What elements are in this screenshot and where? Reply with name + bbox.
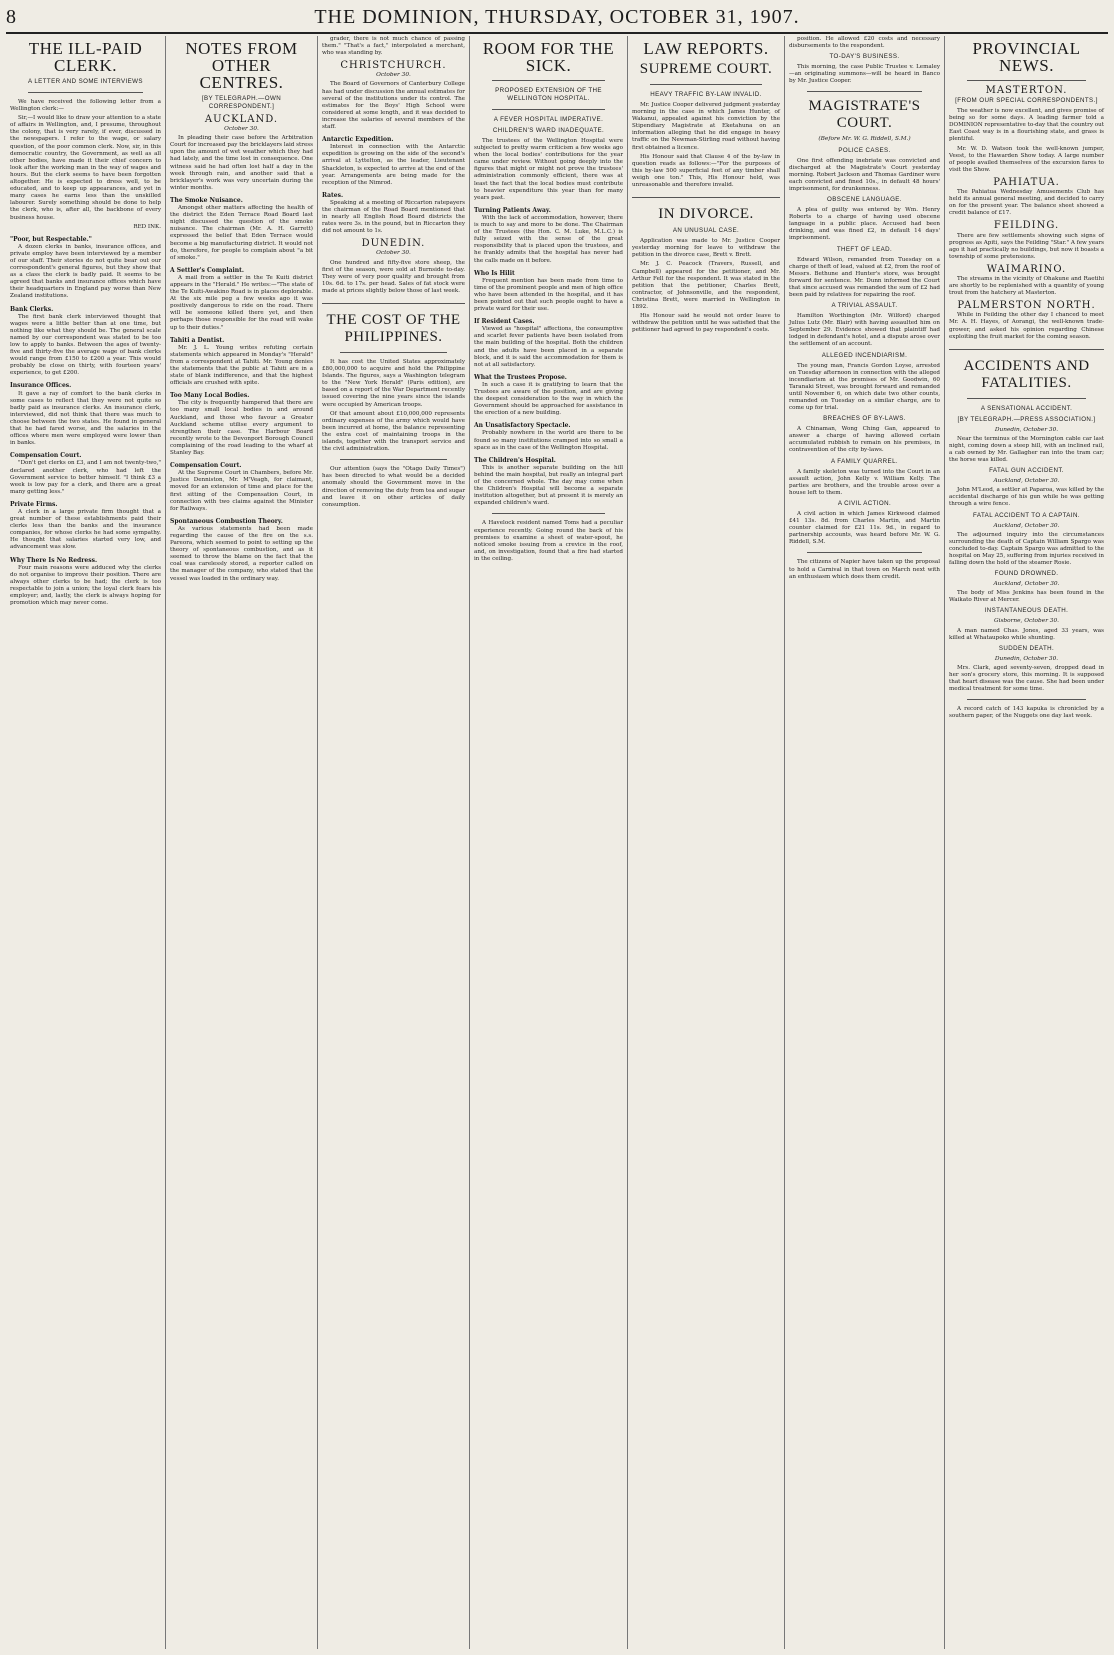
magistrate-name: (Before Mr. W. G. Riddell, S.M.) [818, 136, 911, 143]
divider [492, 513, 605, 514]
section-heading: Antarctic Expedition. [322, 136, 394, 144]
divider [807, 552, 922, 553]
article-paragraph: The adjourned inquiry into the circumstances surrounding the death of Captain William Spargo was concluded to-day. Captain Spargo was admitted to the hospital on May 25, suffering from injuries received in falling down the hold of the steamer Rosie. [949, 531, 1104, 567]
section-heading: FOUND DROWNED. [994, 570, 1059, 578]
article-paragraph: There are few settlements showing such signs of progress as Apiti, says the Feilding "Star." A few years ago it had practically no buildings, but now it boasts a township of some pretensions. [949, 232, 1104, 260]
divider [632, 197, 780, 198]
divider [28, 92, 143, 93]
article-paragraph: Mr. J. L. Young writes refuting certain statements which appeared in Monday's "Herald" from a correspondent at Tahiti. Mr. Young denies the statements that the public at Tahiti are in a state of blank indifference, and that the highest officials are crushed with spite. [170, 344, 313, 387]
letter-signature: RED INK. [133, 223, 161, 230]
article-paragraph: With the lack of accommodation, however, there is much to say and more to be done. The Chairman of the Trustees (the Hon. C. M. Luke, M.L.C.) is fully seized with the sense of the great responsibility that is placed upon the trustees, and he frankly admits that the hospital has never had the calls made on it before. [474, 214, 623, 264]
dateline: Dunedin, October 30. [994, 426, 1059, 433]
section-heading: The Children's Hospital. [474, 456, 556, 464]
article-paragraph: Application was made to Mr. Justice Cooper yesterday morning for leave to withdraw the petition in the divorce case, Brett v. Brett. [632, 238, 780, 259]
article-paragraph: Amongst other matters affecting the health of the district the Eden Terrace Road Board last night discussed the question of the smoke nuisance. The chairman (Mr. A. H. Garrett) expressed the belief that Eden Terrace would become a big manufacturing district. It would not do, therefore, for people to complain about "a bit of smoke." [170, 205, 313, 261]
article-paragraph: Four main reasons were adduced why the clerks do not organise to improve their position. There are always other clerks to be had; the clerk is too respectable to join a union; the loyal clerk fears his employer; and, lastly, the clerk is always hoping for promotion which may never come. [10, 564, 161, 607]
subhead-hospital-extension: PROPOSED EXTENSION OF THE WELLINGTON HOSPITAL. [495, 87, 602, 102]
section-heading: INSTANTANEOUS DEATH. [984, 607, 1069, 615]
dateline: October 30. [376, 250, 411, 257]
section-heading: The Smoke Nuisance. [170, 196, 243, 204]
article-paragraph: A clerk in a large private firm thought that a great number of these establishments paid their clerks less than the banks and the insurance companies, for whose clerks he had some sympathy. He thought that salaries started very low, and advancement was slow. [10, 508, 161, 551]
article-paragraph: "Don't get clerks on £3, and I am not twenty-two," declared another clerk, who had left the Government service to better himself. "I think £3 a week is low pay for a clerk, and there are a great many getting less." [10, 460, 161, 495]
divider [340, 352, 447, 353]
article-paragraph: This morning, the case Public Trustee v. Lemaley—an originating summons—will be heard in Banco by Mr. Justice Cooper. [789, 64, 940, 85]
column-magistrates-court [785, 36, 945, 1649]
dateline: Gisborne, October 30. [993, 618, 1060, 625]
article-paragraph: In pleading their case before the Arbitration Court for increased pay the bricklayers laid stress upon the amount of wet weather which they had had lately, and the time lost in consequence. One witness said he had often lost half a day in the week through rain, and another said that a bricklayer's work was very uncertain during the winter months. [170, 135, 313, 191]
divider [322, 303, 465, 304]
city-heading: PAHIATUA. [993, 176, 1060, 188]
section-heading: THEFT OF LEAD. [836, 245, 893, 253]
subhead-special-correspondents: [FROM OUR SPECIAL CORRESPONDENTS.] [955, 97, 1098, 105]
section-heading: What the Trustees Propose. [474, 373, 567, 381]
divider [492, 109, 605, 110]
divider [340, 459, 447, 460]
divider [949, 349, 1104, 350]
section-heading: FATAL GUN ACCIDENT. [989, 467, 1064, 475]
article-paragraph: The weather is now excellent, and gives promise of being so for some days. A leading farmer told a DOMINION representative to-day that the country out East Coast way is in a flourishing state, and grass is plentiful. [949, 108, 1104, 143]
article-paragraph: While in Feilding the other day I chanced to meet Mr. A. H. Hayes, of Aorangi, the well-known trade-grower, and asked his opinion regarding Chinese exploiting the fruit market for the coming season. [949, 312, 1104, 340]
section-heading: Too Many Local Bodies. [170, 392, 250, 400]
newspaper-title: THE DOMINION, THURSDAY, OCTOBER 31, 1907. [314, 5, 800, 28]
article-paragraph: Mr. Justice Cooper delivered judgment yesterday morning in the case in which James Hunter, of Wakanui, appealed against his conviction by the Stipendiary Magistrate at Eketahuna on an information alleging that he did engage in heavy traffic on the Newman-Stirling road without having first obtained a licence. [632, 102, 780, 151]
headline-cost-of-philippines: THE COST OF THE PHILIPPINES. [326, 312, 461, 345]
divider [967, 398, 1086, 399]
article-paragraph: The young man, Francis Gordon Loyse, arrested on Tuesday afternoon in connection with the alleged incendiarism at the premises of Mr. Goodwin, 60 Taranaki Street, was brought forward and remanded until November 6, on which date two other counts, remanded on Tuesday on a similar charge, are to come up for trial. [789, 362, 940, 412]
article-paragraph: The Board of Governors of Canterbury College has had under discussion the annual estimates for several of the institutions under its control. The estimates for the Boys' High School were considered at some length, and it was decided to increase the salaries of several members of the staff. [322, 81, 465, 131]
city-heading: AUCKLAND. [204, 114, 279, 125]
article-paragraph: The citizens of Napier have taken up the proposal to hold a Carnival in that town on March next with an enthusiasm which does them credit. [789, 559, 940, 580]
section-heading: A TRIVIAL ASSAULT. [831, 302, 898, 310]
column-room-for-sick [470, 36, 628, 1649]
subhead-telegraph: [BY TELEGRAPH.—OWN CORRESPONDENT.] [201, 95, 282, 110]
section-heading: "Poor, but Respectable." [10, 235, 92, 243]
city-heading: DUNEDIN. [361, 238, 426, 250]
dateline: October 30. [376, 72, 411, 79]
city-heading: FEILDING. [993, 220, 1060, 232]
article-paragraph: Speaking at a meeting of Riccarton ratepayers the chairman of the Road Board mentioned that in nearly all English Road Board districts the rates were 3s. in the pound, but in Riccarton they did not amount to 1s. [322, 199, 465, 235]
article-paragraph: His Honour said he would not order leave to withdraw the petition until he was satisfied that the petitioner had agreed to pay respondent's costs. [632, 313, 780, 334]
article-paragraph: The body of Miss Jenkins has been found in the Waikato River at Mercer. [949, 590, 1104, 604]
city-heading: WAIMARINO. [986, 263, 1067, 275]
dateline: Auckland, October 30. [993, 522, 1060, 529]
section-heading: A SENSATIONAL ACCIDENT. [980, 404, 1073, 412]
article-paragraph: The first bank clerk interviewed thought that wages were a little better than at one time, but nothing like what they should be. The general scale named by our correspondent was stated to be too low to apply to banks. Between the ages of twenty-five and thirty-five the average wage of bank clerks would range from £150 to £200 a year. This would probably be close on thirty, with fourteen years' experience, to get £200. [10, 313, 161, 377]
article-paragraph: position. He allowed £20 costs and necessary disbursements to the respondent. [789, 36, 940, 50]
article-paragraph: A Havelock resident named Toms had a peculiar experience recently. Going round the back of his premises to examine a sheet of water-spout, he noticed smoke issuing from a crevice in the roof, and, on investigation, found that a fire had started in the ceiling. [474, 520, 623, 562]
column-clerk [6, 36, 166, 1649]
dateline: Auckland, October 30. [993, 478, 1060, 485]
subhead-todays-business: TO-DAY'S BUSINESS. [829, 53, 900, 61]
section-heading: OBSCENE LANGUAGE. [827, 196, 902, 204]
section-heading: A Settler's Complaint. [170, 266, 244, 274]
article-paragraph: Viewed as "hospital" affections, the consumptive and scarlet fever patients have been isolated from the main building of the hospital. Both the children and the adults have been placed in a separate block, and it is said the accommodation for them is not at all satisfactory. [474, 326, 623, 368]
divider [650, 84, 762, 85]
section-heading: A FAMILY QUARREL. [830, 457, 899, 465]
column-law-reports [628, 36, 785, 1649]
city-heading: MASTERTON. [985, 85, 1068, 96]
subhead-supreme-court: SUPREME COURT. [639, 61, 773, 77]
article-paragraph: Hamilton Worthington (Mr. Wilford) charged Julius Lutz (Mr. Blair) with having assaulted him on September 29. Evidence showed that plaintiff had lodged in defendant's hotel, and a dispute arose over the settlement of an account. [789, 313, 940, 348]
section-heading: Tahiti a Dentist. [170, 336, 225, 344]
section-heading: Compensation Court. [170, 462, 242, 470]
article-paragraph: A man named Chas. Jones, aged 33 years, was killed at Whataupoko while shunting. [949, 627, 1104, 641]
headline-accidents-fatalities: ACCIDENTS AND FATALITIES. [963, 357, 1090, 391]
article-paragraph: grader, there is not much chance of passing them." "That's a fact," interpolated a merchant, who was standing by. [322, 36, 465, 57]
article-paragraph: A mail from a settler in the Te Kuiti district appears in the "Herald." He writes:—"The state of the Te Kuiti-Awakino Road is in places deplorable. At the six mile peg a few weeks ago it was positively dangerous to ride on the road. There will be someone killed there yet, and then perhaps those responsible for the road will wake up to their duties." [170, 274, 313, 331]
article-paragraph: The Pahiatua Wednesday Amusements Club has held its annual general meeting, and decided to carry on for the present year. The balance sheet showed a credit balance of £17. [949, 189, 1104, 217]
section-heading: POLICE CASES. [838, 146, 891, 154]
article-paragraph: Mr. W. D. Watson took the well-known jumper, Veest, to the Hawarden Show today. A large number of people availed themselves of the excursion fares to visit the Show. [949, 145, 1104, 173]
section-heading: BREACHES OF BY-LAWS. [823, 415, 906, 423]
article-paragraph: Mr. J. C. Peacock (Travers, Russell, and Campbell) appeared for the petitioner, and Mr. Arthur Fell for the respondent. It was stated in the petition that the petitioner, Charles Brett, contractor, of Johnsonville, and the respondent, Christina Brett, were married in Wellington in 1892. [632, 261, 780, 310]
article-paragraph: It has cost the United States approximately £80,000,000 to acquire and hold the Philippine Islands. The figures, says a Washington telegram to the "New York Herald" (Paris edition), are based on a report of the War Department recently issued covering the nine years since the islands were occupied by American troops. [322, 359, 465, 408]
article-paragraph: Our attention (says the "Otago Daily Times") has been directed to what would be a decided anomaly should the Government move in the direction of removing the duty from tea and sugar and leave it on other articles of daily consumption. [322, 466, 465, 508]
article-paragraph: The city is frequently hampered that there are too many small local bodies in and around Auckland, and those who favour a Greater Auckland scheme utilise every argument to strengthen their case. The Harbour Board recently wrote to the Devonport Borough Council complaining of the road leading to the wharf at Stanley Bay. [170, 400, 313, 457]
article-paragraph: Mrs. Clark, aged seventy-seven, dropped dead in her son's grocery store, this morning. It is supposed that heart disease was the cause. She had been under medical treatment for some time. [949, 664, 1104, 693]
column-christchurch-dunedin [318, 36, 470, 1649]
section-heading: Insurance Offices. [10, 382, 72, 390]
subhead-letter-interviews: A LETTER AND SOME INTERVIEWS [28, 78, 143, 85]
article-paragraph: Sir,—I would like to draw your attention to a state of affairs in Wellington, and, I presume, throughout the colony, that is very rarely, if ever, discussed in the newspapers. I refer to the wage, or salary question, of the poor common clerk. Now, sir, in this democratic country, the Government, as well as all other bodies, have made it their chief concern to look after the working man in the way of wages and hours. But the clerk seems to have been forgotten altogether. He is expected to dress well, to be educated, and to keep up appearances, and yet in many cases he earns less than the unskilled labourer. Surely something should be done to help the clerk, who is, after all, the backbone of every business house. [10, 115, 161, 221]
headline-provincial-news: PROVINCIAL NEWS. [972, 39, 1081, 75]
headline-in-divorce: IN DIVORCE. [658, 206, 754, 223]
article-paragraph: Of that amount about £10,000,000 represents ordinary expenses of the army which would have been incurred at home, the balance representing the extra cost of maintaining troops in the islands, together with the transport service and the civil administration. [322, 410, 465, 453]
headline-magistrates-court: MAGISTRATE'S COURT. [808, 98, 921, 132]
newspaper-page [6, 36, 1108, 1649]
article-paragraph: We have received the following letter from a Wellington clerk:— [10, 99, 161, 113]
dateline: Dunedin, October 30. [994, 655, 1059, 662]
dateline: Auckland, October 30. [993, 581, 1060, 588]
article-paragraph: In such a case it is gratifying to learn that the Trustees are aware of the position, and are giving the deepest consideration to the way in which the Government should be approached for assistance in the erection of a new building. [474, 381, 623, 417]
section-heading: Rates. [322, 191, 344, 199]
article-paragraph: Edward Wilson, remanded from Tuesday on a charge of theft of lead, valued at £2, from the roof of Messrs. Bethune and Hunter's store, was brought forward for sentence. Mr. Dunn informed the Court that since accused was remanded the sum of £2 had been paid by relatives for repairing the roof. [789, 256, 940, 298]
section-heading: An Unsatisfactory Spectacle. [474, 422, 571, 430]
article-paragraph: A dozen clerks in banks, insurance offices, and private employ have been interviewed by a member of our staff. Their stories do not quite bear out our correspondent's general figures, but they show that as a class the clerk is badly paid. It seems to be agreed that banks and insurance offices which have their headquarters in England pay worse than New Zealand institutions. [10, 243, 161, 300]
subhead-heavy-traffic: HEAVY TRAFFIC BY-LAW INVALID. [650, 91, 762, 98]
article-paragraph: Probably nowhere in the world are there to be found so many institutions cramped into so small a space as in the case of the Wellington Hospital. [474, 430, 623, 451]
page-number: 8 [6, 5, 17, 28]
section-heading: Bank Clerks. [10, 305, 54, 313]
divider [492, 80, 605, 81]
section-heading: Spontaneous Combustion Theory. [170, 517, 283, 525]
city-heading: PALMERSTON NORTH. [957, 300, 1096, 312]
section-heading: If Resident Cases. [474, 318, 535, 326]
column-other-centres [166, 36, 318, 1649]
section-heading: Who Is Hilit [474, 269, 515, 277]
column-provincial-news [945, 36, 1108, 1649]
section-heading: Turning Patients Away. [474, 206, 551, 214]
section-heading: ALLEGED INCENDIARISM. [821, 351, 908, 359]
article-paragraph: A family skeleton was turned into the Court in an assault action, John Kelly v. William Kelly. The parties are brothers, and the trouble arose over a house left to them. [789, 468, 940, 496]
section-heading: Compensation Court. [10, 452, 82, 460]
section-heading: FATAL ACCIDENT TO A CAPTAIN. [973, 511, 1080, 519]
article-paragraph: A Chinaman, Wong Ching Gan, appeared to answer a charge of having allowed certain accumulated rubbish to remain on his premises, in contravention of the city by-laws. [789, 426, 940, 454]
masthead [6, 2, 1108, 34]
headline-ill-paid-clerk: THE ILL-PAID CLERK. [28, 39, 143, 75]
article-paragraph: A civil action in which James Kirkwood claimed £41 13s. 8d. from Charles Martin, and Martin counter claimed for £21 11s. 9d., in regard to partnership accounts, was heard before Mr. W. G. Riddell, S.M. [789, 510, 940, 546]
subhead-press-association: [BY TELEGRAPH.—PRESS ASSOCIATION.] [957, 415, 1096, 423]
article-paragraph: A plea of guilty was entered by Wm. Henry Roberts to a charge of having used obscene language in a public place. Accused had been drinking, and was fined £2, in default 14 days' imprisonment. [789, 207, 940, 242]
article-paragraph: This is another separate building on the hill behind the main hospital, but really an integral part of the concerned whole. The day may come when the Children's Hospital will become a separate institution altogether, but at present it is merely an expanded children's ward. [474, 464, 623, 507]
article-paragraph: One first offending inebriate was convicted and discharged at the Magistrate's Court yesterday morning. Robert Jackson and Thomas Gardiner were each convicted and fined 10s., in default 48 hours' imprisonment, for drunkenness. [789, 157, 940, 192]
headline-notes-other-centres: NOTES FROM OTHER CENTRES. [185, 39, 298, 92]
section-heading: A CIVIL ACTION. [837, 499, 892, 507]
article-paragraph: The trustees of the Wellington Hospital were subjected to pretty warm criticism a few weeks ago when the local bodies' contributions for the year came under review. Without going deeply into the figures that might or might not prove the trustees' administration commonly efficient, there was at least the fact that the local bodies must contribute to heavier expenditure this year than for many years past. [474, 138, 623, 201]
article-paragraph: Near the terminus of the Mornington cable car last night, coming down a steep hill, with an inclined rail, a cab owned by Mr. Gallagher ran into the tram car; the horse was killed. [949, 435, 1104, 464]
article-paragraph: Interest in connection with the Antarctic expedition is growing on the side of the second's arrival at Lyttelton, as the leader, Lieutenant Shackleton, is expected to arrive at the end of the year. Arrangements are being made for the reception of the Nimrod. [322, 144, 465, 186]
subhead-unusual-case: AN UNUSUAL CASE. [672, 227, 740, 235]
article-paragraph: The streams in the vicinity of Ohakune and Raetihi are shortly to be replenished with a quantity of young trout from the hatchery at Masterton. [949, 275, 1104, 297]
article-paragraph: His Honour said that Clause 4 of the by-law in question reads as follows:—"For the purposes of this by-law 500 superficial feet of any timber shall weigh one ton." This, His Honour held, was unreasonable and therefore invalid. [632, 153, 780, 189]
divider [807, 91, 922, 92]
divider [967, 699, 1086, 700]
city-heading: CHRISTCHURCH. [340, 60, 447, 72]
headline-room-for-sick: ROOM FOR THE SICK. [482, 39, 615, 75]
subhead-fever-hospital: A FEVER HOSPITAL IMPERATIVE. [493, 116, 604, 123]
article-paragraph: One hundred and fifty-five store sheep, the first of the season, were sold at Burnside to-day. They were of very poor quality and brought from 10s. 6d. to 17s. per head. Sales of fat stock were made at prices slightly below those of last week. [322, 259, 465, 294]
section-heading: SUDDEN DEATH. [998, 644, 1055, 652]
article-paragraph: John M'Leod, a settler at Paparoa, was killed by the accidental discharge of his gun while he was getting through a wire fence. [949, 487, 1104, 508]
section-heading: Why There Is No Redress. [10, 556, 98, 564]
article-paragraph: It gave a ray of comfort to the bank clerks in some cases to reflect that they were not quite so badly paid as insurance clerks. An insurance clerk, interviewed, did not think that there was much to choose between the two states. He found in general that he had fared worse, and the salaries in the offices where men were employed were lower than in banks. [10, 390, 161, 447]
divider [967, 80, 1086, 81]
headline-law-reports: LAW REPORTS. [643, 39, 769, 58]
article-paragraph: At the Supreme Court in Chambers, before Mr. Justice Denniston, Mr. M'Veagh, for claimant, moved for an extension of time and place for the first sitting of the Compensation Court, in connection with two claims against the Minister for Railways. [170, 470, 313, 512]
article-paragraph: Frequent mention has been made from time to time of the prominent people and men of high office who have been attended in the hospital, and it has been pointed out that such people ought to have a private ward for their use. [474, 277, 623, 313]
subhead-childrens-ward: CHILDREN'S WARD INADEQUATE. [492, 127, 605, 134]
article-paragraph: A record catch of 143 kapuka is chronicled by a southern paper, of the Nuggets one day last week. [949, 706, 1104, 720]
section-heading: Private Firms. [10, 500, 58, 508]
dateline: October 30. [224, 126, 259, 133]
article-paragraph: As various statements had been made regarding the cause of the fire on the s.s. Pareora, which seemed to point to setting up the theory of spontaneous combustion, and as it seemed to throw the blame on the fact that the coal was carelessly stored, a reporter called on the manager of the company, who stated that the vessel was loaded in the ordinary way. [170, 525, 313, 582]
